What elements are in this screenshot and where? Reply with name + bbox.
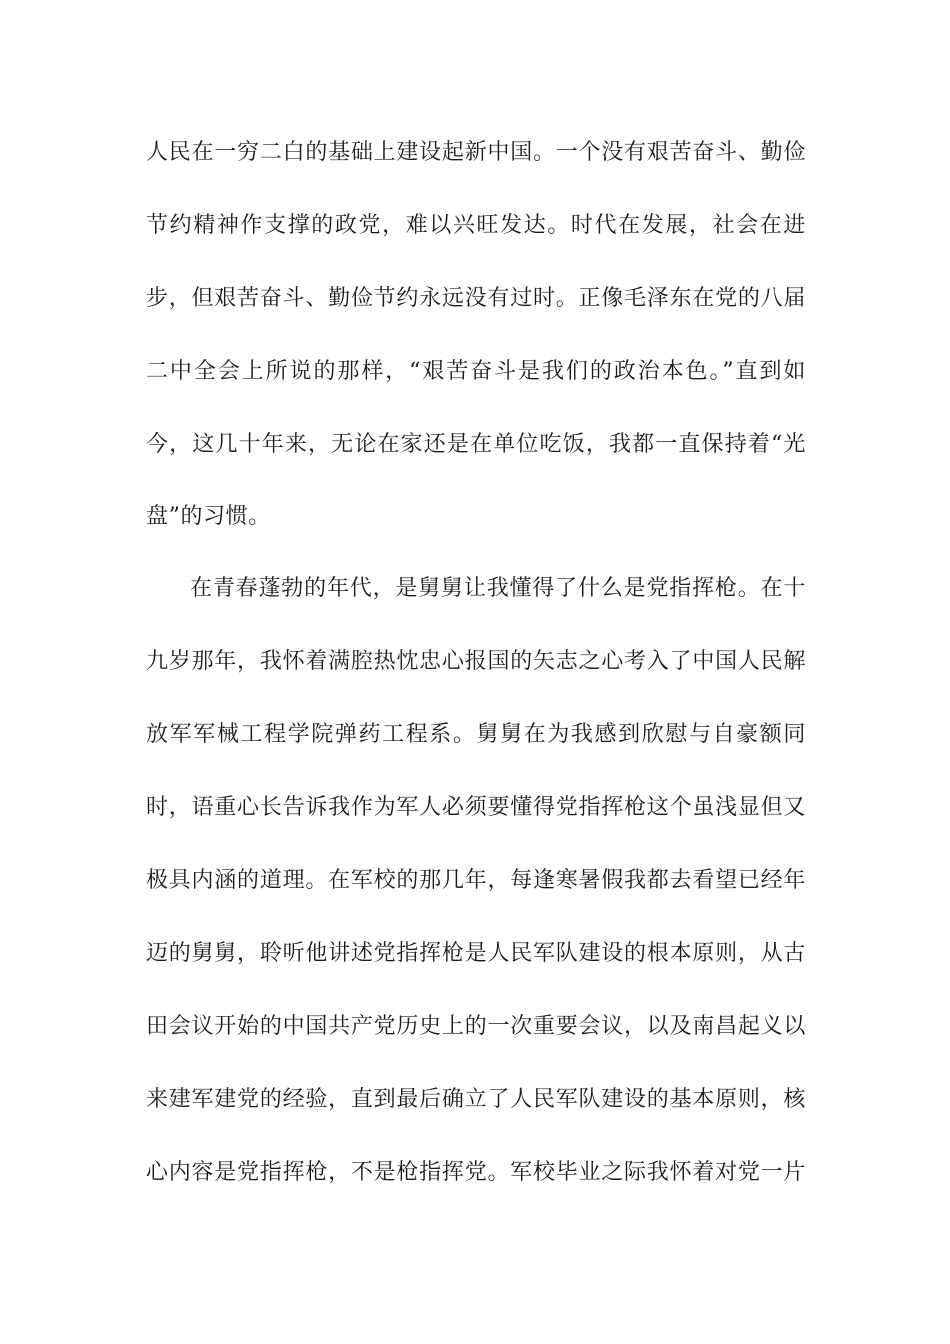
text-line: 步，但艰苦奋斗、勤俭节约永远没有过时。正像毛泽东在党的八届 bbox=[146, 286, 806, 311]
text-line: 人民在一穷二白的基础上建设起新中国。一个没有艰苦奋斗、勤俭 bbox=[146, 140, 806, 165]
text-line: 极具内涵的道理。在军校的那几年，每逢寒暑假我都去看望已经年 bbox=[146, 868, 806, 893]
text-line: 心内容是党指挥枪，不是枪指挥党。军校毕业之际我怀着对党一片 bbox=[146, 1160, 806, 1185]
text-line: 今，这几十年来，无论在家还是在单位吃饭，我都一直保持着“光 bbox=[146, 432, 806, 457]
text-line: 时，语重心长告诉我作为军人必须要懂得党指挥枪这个虽浅显但又 bbox=[146, 795, 806, 820]
text-line: 迈的舅舅，聆听他讲述党指挥枪是人民军队建设的根本原则，从古 bbox=[146, 941, 806, 966]
text-line: 节约精神作支撑的政党，难以兴旺发达。时代在发展，社会在进 bbox=[146, 213, 806, 238]
text-line: 九岁那年，我怀着满腔热忱忠心报国的矢志之心考入了中国人民解 bbox=[146, 649, 806, 674]
text-line: 来建军建党的经验，直到最后确立了人民军队建设的基本原则，核 bbox=[146, 1087, 806, 1112]
text-line: 田会议开始的中国共产党历史上的一次重要会议，以及南昌起义以 bbox=[146, 1014, 806, 1039]
paragraph-first-line: 在青春蓬勃的年代，是舅舅让我懂得了什么是党指挥枪。在十 bbox=[190, 576, 806, 601]
text-line: 放军军械工程学院弹药工程系。舅舅在为我感到欣慰与自豪额同 bbox=[146, 722, 806, 747]
text-line: 二中全会上所说的那样，“艰苦奋斗是我们的政治本色。”直到如 bbox=[146, 359, 806, 384]
text-line-paragraph-end: 盘”的习惯。 bbox=[146, 504, 271, 529]
